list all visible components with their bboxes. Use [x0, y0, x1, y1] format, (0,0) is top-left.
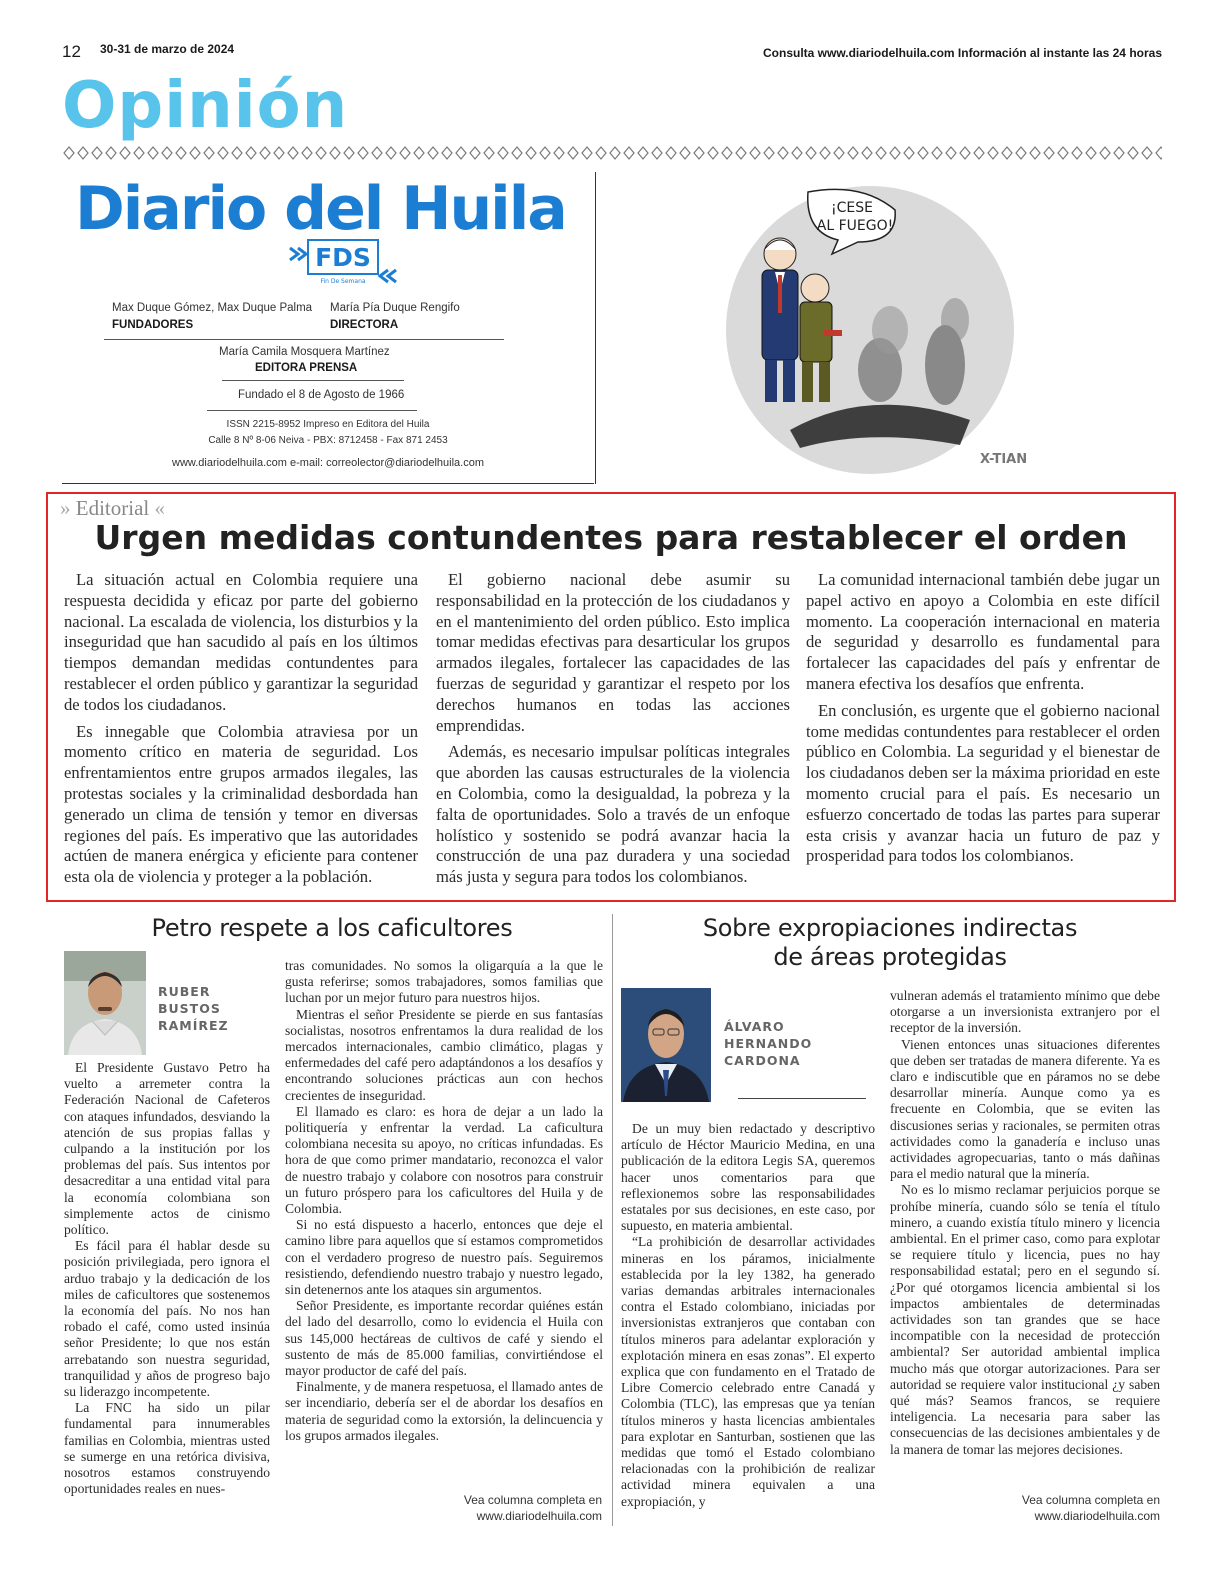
paragraph: Es innegable que Colombia atraviesa por un momento crítico en materia de seguridad. Los enfrentamientos entre grupos armados ilegales, las protestas sociales y la criminalidad desbordada han generado un clima de tensión y temor en diversas regiones del país. Es imperativo que las autoridades actúen de manera enérgica y eficiente para contener esta ola de violencia y proteger a la población. — [64, 721, 418, 887]
editor-name: María Camila Mosquera Martínez — [219, 346, 390, 358]
director-name: María Pía Duque Rengifo — [330, 302, 460, 314]
editorial-title: Urgen medidas contundentes para restablecer el orden — [94, 518, 1128, 557]
fds-badge — [288, 238, 398, 286]
masthead — [62, 172, 594, 484]
top-bar — [62, 40, 1162, 64]
editorial-column-3 — [806, 570, 1160, 867]
issn-line: ISSN 2215-8952 Impreso en Editora del Huila — [226, 419, 430, 430]
paragraph: La comunidad internacional también debe jugar un papel activo en apoyo a Colombia en este difícil momento. La cooperación internacional en materia de seguridad y desarrollo es fundamental para fortalecer las capacidades del país y enfrentar de manera efectiva los desafíos que enfrenta. — [806, 570, 1160, 693]
paragraph: De un muy bien redactado y descriptivo artículo de Héctor Mauricio Medina, en una publicación de la editora Legis SA, queremos hacer unos comentarios para que reflexionemos sobre las responsabilidades estatales por sus decisiones, en este caso, por supuesto, en materia ambiental. — [621, 1121, 875, 1234]
svg-text:¡CESE: ¡CESE — [831, 200, 873, 216]
website-promo: Consulta www.diariodelhuila.com Información al instante las 24 horas — [763, 46, 1162, 60]
decorative-diamond-rule — [62, 144, 1162, 162]
paragraph: Finalmente, y de manera respetuosa, el llamado antes de ser incendiario, debería ser el de abordar los desafíos en materia de seguridad como la extorsión, la delincuencia y los grupos armados ilegales. — [285, 1379, 603, 1443]
column-right-col-1 — [621, 1121, 875, 1510]
column-title-right: Sobre expropiaciones indirectas de áreas protegidas — [702, 914, 1078, 971]
address-line: Calle 8 Nº 8-06 Neiva - PBX: 8712458 - Fax 871 2453 — [208, 435, 448, 446]
column-title-left: Petro respete a los caficultores — [151, 914, 513, 942]
editorial-box — [46, 492, 1176, 902]
founders-role: FUNDADORES — [112, 319, 194, 331]
svg-text:X-TIAN: X-TIAN — [980, 452, 1028, 467]
editorial-cartoon — [720, 180, 1028, 480]
director-role: DIRECTORA — [330, 319, 399, 331]
paragraph: “La prohibición de desarrollar actividades mineras en los páramos, inicialmente establecida por la ley 1382, ha generado varias demandas arbitrales internacionales contra el Estado colombiano, iniciadas por inversionistas extranjeros que contaban con títulos mineros para adelantar exploración y explotación minera en esas zonas”. El experto explica que con fundamento en el Tratado de Libre Comercio celebrado entre Canadá y Colombia (TLC), las empresas que ya tenían títulos mineros y hasta licencias ambientales para explotar en Santurban, sostienen que las medidas que tomó el Estado colombiano relacionadas con la prohibición de realizar actividad minera equivalen a una expropiación, y — [621, 1234, 875, 1509]
newspaper-logo: Diario del Huila — [75, 174, 566, 244]
paragraph: El gobierno nacional debe asumir su responsabilidad en la protección de los ciudadanos y en el mantenimiento del orden público. Esto implica tomar medidas efectivas para desarticular los grupos armados ilegales, fortalecer las capacidades de las fuerzas de seguridad y garantizar el respeto por los derechos humanos en todas las acciones emprendidas. — [436, 570, 790, 735]
paragraph: Es fácil para él hablar desde su posición privilegiada, pero ignora el arduo trabajo y la dedicación de los miles de caficultores que sostenemos la economía del país. No nos han robado el café, como usted insinúa señor Presidente; lo que nos están arrebatando son nuestra seguridad, tranquilidad y años de progreso bajo su liderazgo incompetente. — [64, 1238, 270, 1400]
column-right-col-2 — [890, 988, 1160, 1458]
paragraph: vulneran además el tratamiento mínimo que debe otorgarse a un inversionista extranjero por el receptor de la inversión. — [890, 988, 1160, 1036]
editor-role: EDITORA PRENSA — [255, 362, 358, 374]
paragraph: El Presidente Gustavo Petro ha vuelto a arremeter contra la Federación Nacional de Cafeteros con ataques infundados, desviando la atención de sus propias fallas y culpando a la institución por los problemas del país. Sus intentos por desacreditar a una entidad vital para la economía colombiana son simplemente actos de cinismo político. — [64, 1060, 270, 1238]
svg-text:FDS: FDS — [315, 243, 371, 272]
author-name-left: RUBER BUSTOS RAMÍREZ — [158, 984, 229, 1033]
column-divider — [612, 914, 613, 1526]
masthead-rule — [104, 339, 504, 340]
masthead-rule — [207, 410, 417, 411]
author-name-right: ÁLVARO HERNANDO CARDONA — [724, 1019, 813, 1068]
paragraph: Señor Presidente, es importante recordar quiénes están del lado del desarrollo, como lo evidencia el Huila con sus 145,000 hectáreas de cultivos de café y siendo el sustento de más de 85.000 familias, convirtiéndose el mayor productor de café del país. — [285, 1298, 603, 1379]
issue-date: 30-31 de marzo de 2024 — [100, 42, 235, 56]
editorial-column-2 — [436, 570, 790, 888]
paragraph: Además, es necesario impulsar políticas integrales que aborden las causas estructurales de la violencia en Colombia, como la desigualdad, la pobreza y la falta de oportunidades. Solo a través de un enfoque holístico y sostenido se podrá avanzar hacia la construcción de una paz duradera y una sociedad más justa y segura para todos los colombianos. — [436, 742, 790, 887]
paragraph: En conclusión, es urgente que el gobierno nacional tome medidas contundentes para restablecer el orden público en Colombia. La seguridad y el bienestar de los ciudadanos deben ser la máxima prioridad en este momento crucial para el país. Es necesario un esfuerzo concertado de todas las partes para superar esta crisis y avanzar hacia un futuro de paz y prosperidad para todos los colombianos. — [806, 700, 1160, 866]
masthead-rule — [222, 380, 404, 381]
paragraph: La situación actual en Colombia requiere una respuesta decidida y eficaz por parte del gobierno nacional. La escalada de violencia, los disturbios y la inseguridad que han sacudido al país en los últimos tiempos demandan medidas contundentes para restablecer el orden público y garantizar la seguridad de todos los ciudadanos. — [64, 570, 418, 714]
editorial-column-1 — [64, 570, 418, 888]
paragraph: No es lo mismo reclamar perjuicios porque se prohíbe minería, cuando sólo se tenía el título minero, a cuando existía título minero y licencia ambiental. En el primer caso, como para explotar se requiere título y licencia, pues no hay responsabilidad estatal; pero en el segundo sí. ¿Por qué otorgamos licencia ambiental si los impactos ambientales de determinadas actividades son tan grandes que se hace incompatible con la necesidad de protección ambiental? Ser autoridad ambiental implica mucho más que otorgar autorizaciones. Para ser autoridad se requiere valor institucional ¿y saben qué más? Seamos francos, se requiere inteligencia. La necesaria para saber las consecuencias de las decisiones ambientales y de la manera de tomar las mejores decisiones. — [890, 1182, 1160, 1457]
svg-text:AL FUEGO!: AL FUEGO! — [816, 218, 894, 234]
paragraph: El llamado es claro: es hora de dejar a un lado la politiquería y enfrentar la verdad. La caficultura colombiana necesita su apoyo, no críticas infundadas. Es hora de que como primer mandatario, reconozca el valor de nuestro trabajo y colabore con nosotros para construir un futuro próspero para los caficultores del Huila y de Colombia. — [285, 1103, 603, 1217]
paragraph: Mientras el señor Presidente se pierde en sus fantasías socialistas, nosotros enfrentamos la dura realidad de los mercados internacionales, cambio climático, plagas y enfermedades del café pero adaptándonos a los desafíos y encontrando soluciones prácticas aun con hechos crecientes de inseguridad. — [285, 1006, 603, 1103]
page-number: 12 — [62, 42, 81, 61]
paragraph: Vienen entonces unas situaciones diferentes que deben ser tratadas de manera diferente. Ya es claro e indiscutible que en páramos no se debe desarrollar minería. Aunque como ya es frecuente en Colombia, que se eviten las discusiones serias y racionales, se permiten otras actividades como la ganadería e incluso unas actividades agropecuarias, tanto o más dañinas para el medio natural que la minería. — [890, 1036, 1160, 1182]
founders-names: Max Duque Gómez, Max Duque Palma — [112, 302, 313, 314]
paragraph: Si no está dispuesto a hacerlo, entonces que deje el camino libre para aquellos que sí estamos comprometidos con el verdadero progreso de nuestro país. Seguiremos resistiendo, defendiendo nuestro trabajo y nuestro legado, sin detenernos ante los ataques sin argumentos. — [285, 1217, 603, 1298]
masthead-divider — [595, 172, 596, 484]
author-photo-left — [64, 951, 146, 1055]
double-chevron-icon: » — [60, 496, 71, 520]
editorial-label: Editorial — [75, 496, 150, 520]
founded-date: Fundado el 8 de Agosto de 1966 — [238, 389, 405, 401]
svg-text:Fin De Semana: Fin De Semana — [320, 278, 366, 285]
double-chevron-icon: « — [154, 496, 165, 520]
column-left-col-1 — [64, 1060, 270, 1497]
section-title: Opinión — [62, 69, 349, 143]
author-rule — [738, 1098, 866, 1099]
see-more-left[interactable]: Vea columna completa en www.diariodelhuila.com — [463, 1493, 602, 1523]
contact-line: www.diariodelhuila.com e-mail: correolector@diariodelhuila.com — [172, 457, 484, 469]
see-more-right[interactable]: Vea columna completa en www.diariodelhuila.com — [1021, 1493, 1160, 1523]
paragraph: La FNC ha sido un pilar fundamental para innumerables familias en Colombia, mientras usted se sumerge en una retórica divisiva, nosotros estamos construyendo oportunidades reales en nues- — [64, 1400, 270, 1497]
column-left-col-2 — [285, 958, 603, 1444]
paragraph: tras comunidades. No somos la oligarquía a la que le gusta referirse; somos trabajadores, somos familias que luchan por un mejor futuro para nuestros hijos. — [285, 958, 603, 1006]
author-photo-right — [621, 988, 711, 1102]
